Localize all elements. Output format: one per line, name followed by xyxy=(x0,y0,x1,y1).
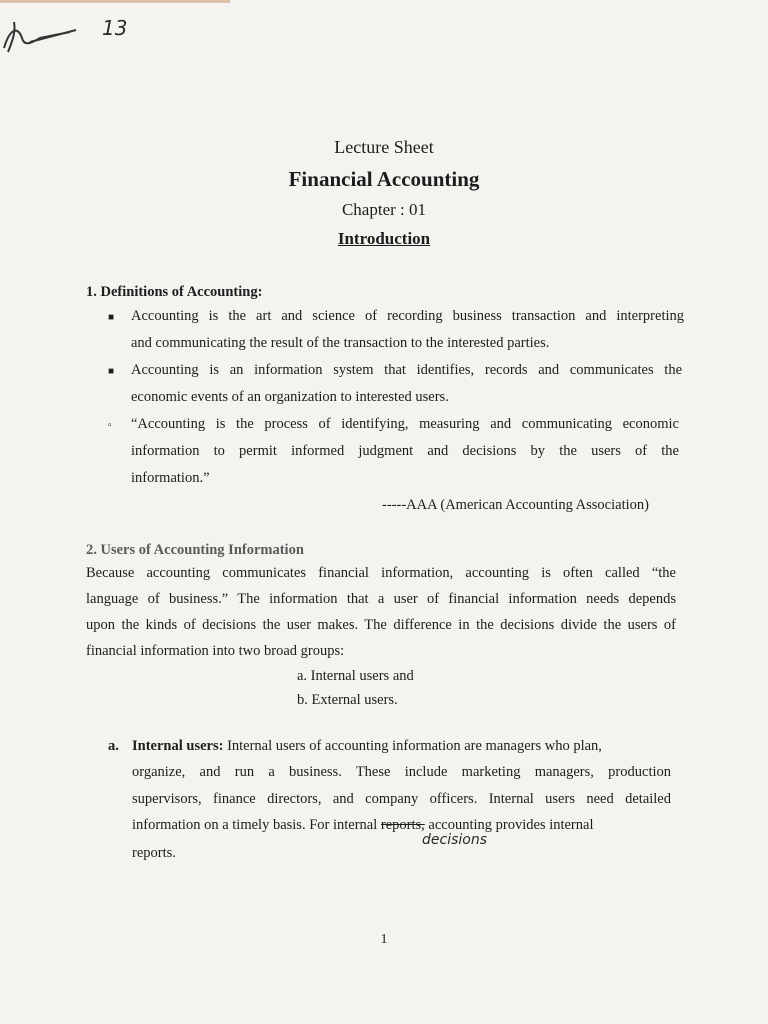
internal-line5: reports. xyxy=(132,845,176,861)
s1-b3-l3: information.” xyxy=(131,470,210,486)
s1-b1-l1: Accounting is the art and science of recording business transaction and interpreting xyxy=(131,308,684,324)
struck-word: reports, xyxy=(380,817,425,833)
bullet-icon: ■ xyxy=(108,312,115,323)
handwritten-page-number: 13 xyxy=(102,16,128,40)
section2-heading: 2. Users of Accounting Information xyxy=(86,542,304,558)
s1-b2-l1: Accounting is an information system that identifies, records and communicates the xyxy=(131,362,682,378)
internal-line1-text: Internal users of accounting information are managers who plan, xyxy=(223,738,602,754)
internal-line3: supervisors, finance directors, and company officers. Internal users need detailed xyxy=(132,791,671,807)
section1-heading: 1. Definitions of Accounting: xyxy=(86,284,263,300)
doc-title-line3: Chapter : 01 xyxy=(341,200,427,219)
s1-b2-l2: economic events of an organization to interested users. xyxy=(131,389,449,405)
s2-p-l1: Because accounting communicates financial information, accounting is often called “the xyxy=(86,565,676,581)
internal-line2: organize, and run a business. These include marketing managers, production xyxy=(132,764,671,780)
internal-term: Internal users: xyxy=(132,738,224,754)
s2-p-l4: financial information into two broad groups: xyxy=(86,643,345,659)
handwritten-correction: decisions xyxy=(422,832,488,848)
s1-attribution: -----AAA (American Accounting Association) xyxy=(382,497,649,513)
doc-title-line2: Financial Accounting xyxy=(288,167,480,191)
internal-line4 xyxy=(132,812,593,839)
handwritten-scribble-icon xyxy=(0,8,90,58)
doc-title-line1: Lecture Sheet xyxy=(334,137,434,157)
s2-p-l3: upon the kinds of decisions the user makes. The difference in the decisions divide the users of xyxy=(86,617,676,633)
doc-title-line4: Introduction xyxy=(337,229,431,248)
s1-b3-l1: “Accounting is the process of identifying, measuring and communicating economic xyxy=(131,416,679,432)
internal-line1 xyxy=(132,733,602,760)
s2-group-a: a. Internal users and xyxy=(297,668,414,684)
internal-line4-a: information on a timely basis. For internal xyxy=(132,817,381,833)
page-number: 1 xyxy=(380,932,388,947)
s1-b1-l2: and communicating the result of the transaction to the interested parties. xyxy=(131,335,550,351)
bullet-icon: ▫ xyxy=(108,420,112,431)
bullet-icon: ■ xyxy=(108,366,115,377)
internal-label: a. xyxy=(108,738,119,754)
scan-edge xyxy=(0,0,230,3)
s2-p-l2: language of business.” The information that a user of financial information needs depends xyxy=(86,591,676,607)
s1-b3-l2: information to permit informed judgment and decisions by the users of the xyxy=(131,443,679,459)
internal-line4-b: accounting provides internal xyxy=(424,817,594,833)
s2-group-b: b. External users. xyxy=(297,692,398,708)
